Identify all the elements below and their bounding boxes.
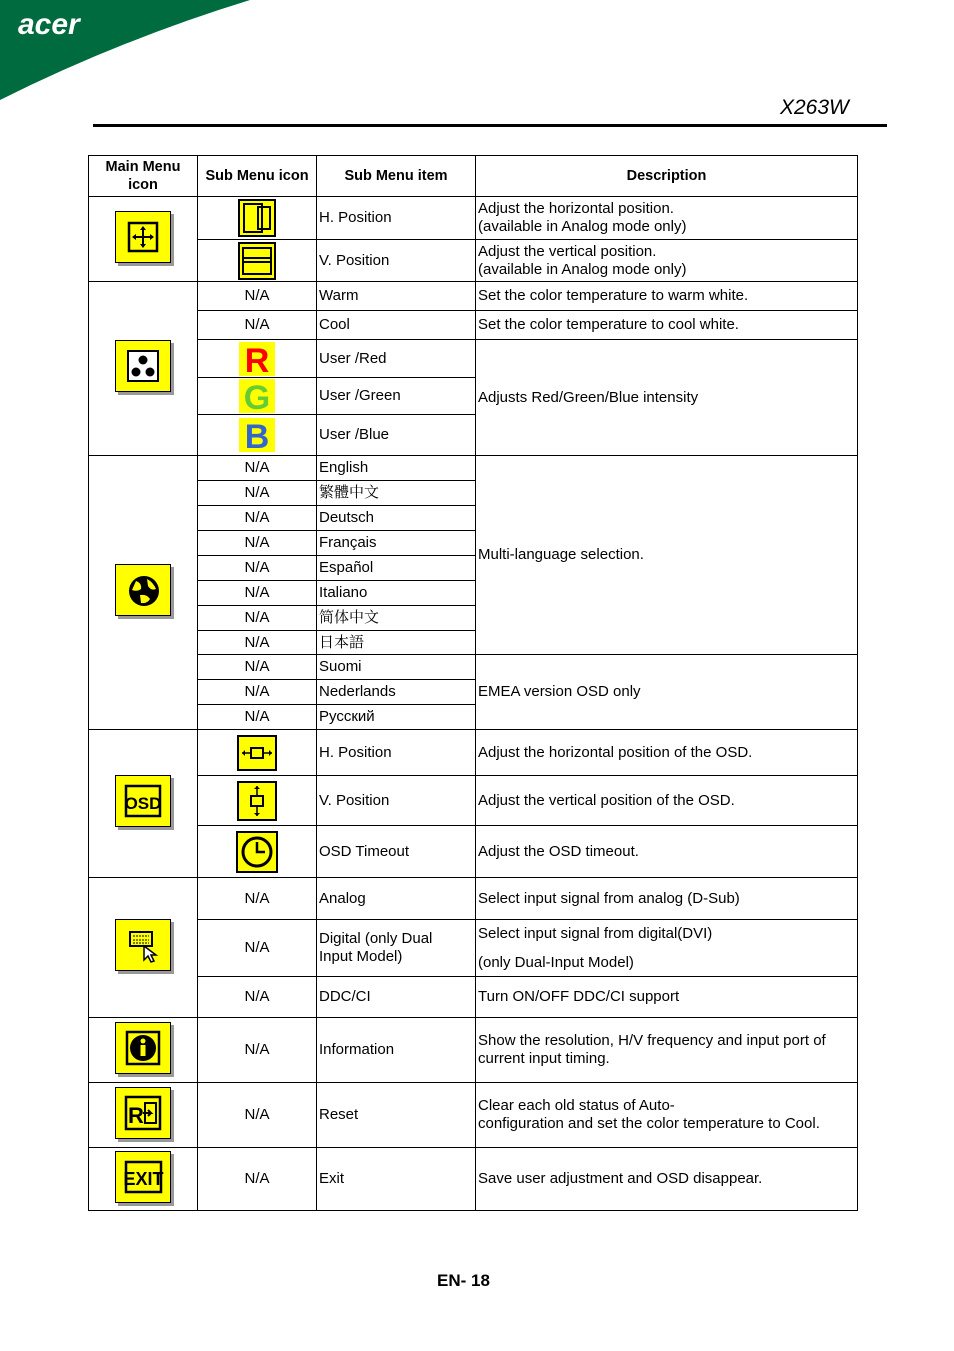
green-g-icon [238,378,276,414]
sub-item-francais: Français [317,531,476,556]
sub-na: N/A [198,606,317,631]
sub-item-warm: Warm [317,282,476,311]
sub-na: N/A [198,631,317,655]
desc-reset-cont: configuration and set the color temperature to Cool. [478,1115,820,1132]
sub-na: N/A [198,311,317,340]
sub-na: N/A [198,506,317,531]
input-signal-icon [115,919,171,971]
desc-cool: Set the color temperature to cool white. [476,311,858,340]
svg-text:EXIT: EXIT [123,1168,164,1189]
table-row [89,776,858,826]
table-row [89,456,858,481]
sub-item-italiano: Italiano [317,581,476,606]
table-row [89,1018,858,1083]
table-row [89,240,858,282]
sub-na: N/A [198,655,317,680]
header-rule [93,124,887,127]
desc-multi-language: Multi-language selection. [476,456,858,655]
desc-v-position: Adjust the vertical position. [478,242,657,260]
table-row [89,311,858,340]
desc-rgb: Adjusts Red/Green/Blue intensity [476,340,858,456]
header-description: Description [476,156,858,197]
sub-na: N/A [198,920,317,977]
sub-item-ddcci: DDC/CI [317,977,476,1018]
h-position-icon [238,199,276,237]
desc-exit: Save user adjustment and OSD disappear. [476,1148,858,1211]
table-row [89,826,858,878]
sub-item-deutsch: Deutsch [317,506,476,531]
exit-icon [115,1151,171,1203]
sub-na: N/A [198,1083,317,1148]
desc-h-position: Adjust the horizontal position. [478,200,674,217]
blue-b-icon [238,417,276,453]
sub-item-suomi: Suomi [317,655,476,680]
desc-warm: Set the color temperature to warm white. [476,282,858,311]
table-row [89,655,858,680]
table-row [89,282,858,311]
sub-item-japanese: 日本語 [317,631,476,655]
sub-item-osd-h-position: H. Position [317,730,476,776]
svg-text:R: R [128,1102,144,1128]
osd-menu-table [88,155,858,1211]
sub-item-simplified-chinese: 简体中文 [317,606,476,631]
sub-na: N/A [198,456,317,481]
sub-na: N/A [198,581,317,606]
sub-na: N/A [198,977,317,1018]
desc-digital: Select input signal from digital(DVI) [478,924,713,942]
desc-ddcci: Turn ON/OFF DDC/CI support [476,977,858,1018]
position-icon [115,211,171,263]
sub-na: N/A [198,531,317,556]
desc-osd-v-position: Adjust the vertical position of the OSD. [476,776,858,826]
acer-logo: acer [18,8,80,41]
header-sub-menu-icon: Sub Menu icon [198,156,317,197]
sub-item-information: Information [317,1018,476,1083]
table-header-row [89,156,858,197]
sub-item-analog: Analog [317,878,476,920]
table-row [89,878,858,920]
sub-item-h-position: H. Position [317,197,476,240]
sub-item-osd-timeout: OSD Timeout [317,826,476,878]
sub-item-traditional-chinese: 繁體中文 [317,481,476,506]
sub-item-osd-v-position: V. Position [317,776,476,826]
sub-na: N/A [198,282,317,311]
red-r-icon [238,341,276,377]
sub-item-nederlands: Nederlands [317,680,476,705]
sub-item-cool: Cool [317,311,476,340]
sub-item-russian: Русский [317,705,476,730]
page-number [437,1271,490,1291]
sub-item-user-red: User /Red [317,340,476,378]
reset-icon [115,1087,171,1139]
sub-item-digital: Digital (only Dual [319,930,433,947]
sub-na: N/A [198,1148,317,1211]
desc-digital-note: (only Dual-Input Model) [478,953,634,971]
svg-text:OSD: OSD [124,794,162,813]
page-prefix: EN- [437,1271,467,1290]
desc-analog: Select input signal from analog (D-Sub) [476,878,858,920]
osd-v-position-icon [237,781,277,821]
table-row [89,1148,858,1211]
v-position-icon [238,242,276,280]
globe-icon [115,564,171,616]
table-row [89,977,858,1018]
sub-item-reset: Reset [317,1083,476,1148]
sub-item-user-green: User /Green [317,378,476,415]
table-row [89,340,858,378]
sub-na: N/A [198,481,317,506]
table-row [89,197,858,240]
desc-v-position-note: (available in Analog mode only) [478,260,687,278]
desc-emea: EMEA version OSD only [476,655,858,730]
table-row [89,920,858,977]
info-icon [115,1022,171,1074]
page-num: 18 [471,1271,490,1290]
table-row [89,1083,858,1148]
sub-item-exit: Exit [317,1148,476,1211]
desc-reset: Clear each old status of Auto- [478,1097,675,1114]
sub-na: N/A [198,705,317,730]
desc-information-cont: current input timing. [478,1050,610,1067]
sub-na: N/A [198,1018,317,1083]
sub-item-english: English [317,456,476,481]
sub-na: N/A [198,878,317,920]
sub-item-v-position: V. Position [317,240,476,282]
sub-na: N/A [198,680,317,705]
osd-h-position-icon [237,735,277,771]
svg-text:R: R [244,341,270,377]
header-main-menu-icon: Main Menu icon [89,156,198,197]
desc-osd-h-position: Adjust the horizontal position of the OSD. [476,730,858,776]
osd-icon [115,775,171,827]
sub-item-user-blue: User /Blue [317,415,476,456]
desc-osd-timeout: Adjust the OSD timeout. [476,826,858,878]
brand-corner [0,0,250,105]
color-temperature-icon [115,340,171,392]
table-row [89,730,858,776]
header-sub-menu-item: Sub Menu item [317,156,476,197]
svg-text:B: B [244,418,270,453]
clock-icon [236,831,278,873]
svg-text:G: G [243,379,271,414]
sub-item-espanol: Español [317,556,476,581]
sub-na: N/A [198,556,317,581]
desc-information: Show the resolution, H/V frequency and input port of [478,1032,826,1049]
desc-h-position-note: (available in Analog mode only) [478,218,687,235]
sub-item-digital-note: Input Model) [319,948,403,965]
model-number: X263W [780,96,849,119]
